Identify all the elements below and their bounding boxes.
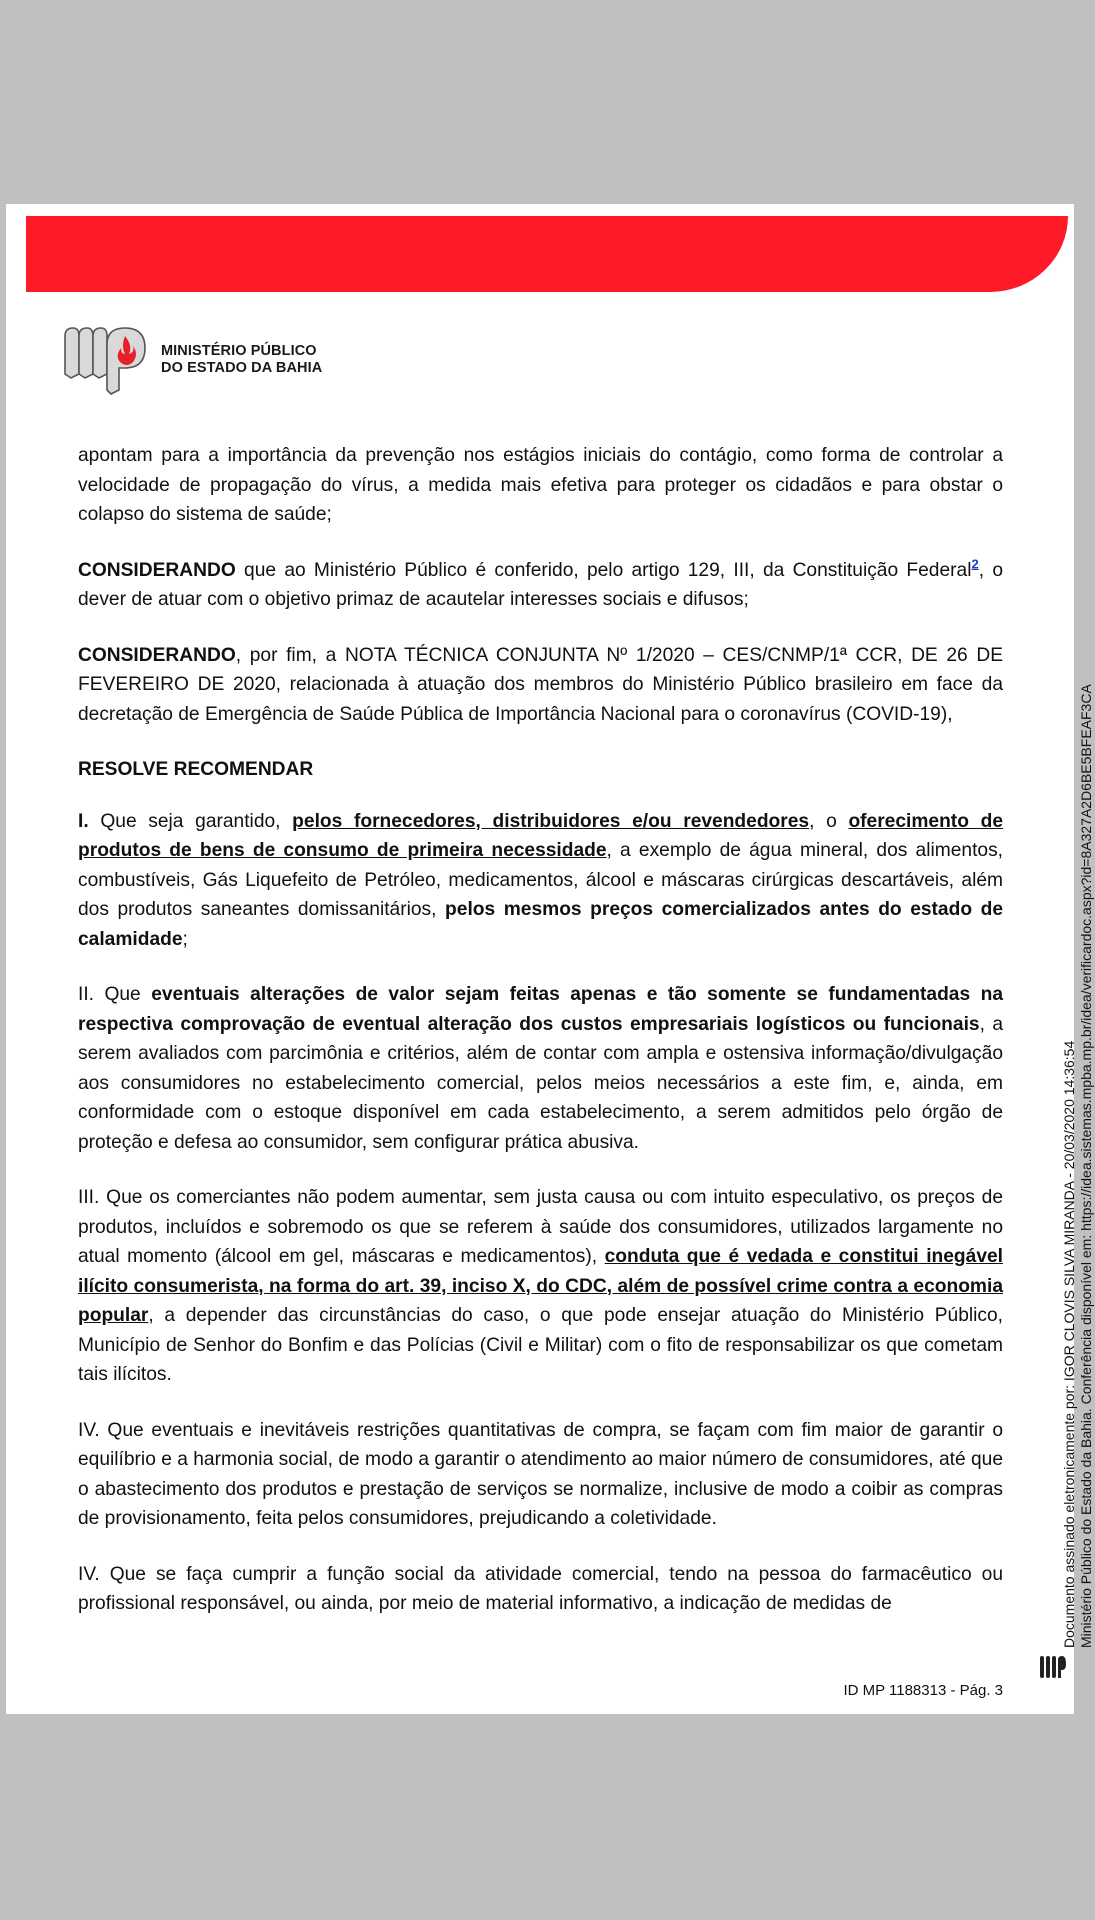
org-name [161,343,322,377]
item-iv-2: IV. Que se faça cumprir a função social da atividade comercial, tendo na pessoa do farmacêutico ou profissional responsável, ou ainda, por meio de material informativo, a indicação de medidas de [78,1563,1003,1614]
org-logo [61,324,322,396]
mp-logo-icon [61,324,149,396]
document-page [6,204,1074,1714]
item-iii: III. Que os comerciantes não podem aumentar, sem justa causa ou com intuito especulativo, os preços de produtos, incluídos e sobremodo os que se referem à saúde dos consumidores, utilizados largamente no atual momento (álcool em gel, máscaras e medicamentos), conduta que é vedada e constitui inegável ilícito consumerista, na forma do art. 39, inciso X, do CDC, além de possível crime contra a economia popular, a depender das circunstâncias do caso, o que pode ensejar atuação do Ministério Público, Município de Senhor do Bonfim e das Polícias (Civil e Militar) com o fito de responsabilizar os que cometam tais ilícitos. [78,1187,1003,1385]
signature-line: Documento assinado eletronicamente por: IGOR CLOVIS SILVA MIRANDA - 20/03/2020 14:36:54 [1061,1040,1077,1648]
resolve-heading: RESOLVE RECOMENDAR [78,759,314,780]
paragraph-considerando-2: CONSIDERANDO, por fim, a NOTA TÉCNICA CONJUNTA Nº 1/2020 – CES/CNMP/1ª CCR, DE 26 DE FEVEREIRO DE 2020, relacionada à atuação dos membros do Ministério Público brasileiro em face da decretação de Emergência de Saúde Pública de Importância Nacional para o coronavírus (COVID-19), [78,644,1003,725]
item-i: I. Que seja garantido, pelos fornecedores, distribuidores e/ou revendedores, o oferecimento de produtos de bens de consumo de primeira necessidade, a exemplo de água mineral, dos alimentos, combustíveis, Gás Liquefeito de Petróleo, medicamentos, álcool e máscaras cirúrgicas descartáveis, além dos produtos saneantes domissanitários, pelos mesmos preços comercializados antes do estado de calamidade; [78,810,1003,950]
mp-small-logo-icon [1038,1652,1068,1682]
item-ii: II. Que eventuais alterações de valor sejam feitas apenas e tão somente se fundamentadas na respectiva comprovação de eventual alteração dos custos empresariais logísticos ou funcionais, a serem avaliados com parcimônia e critérios, além de contar com ampla e ostensiva informação/divulgação aos consumidores no estabelecimento comercial, pelos meios necessários a este fim, e, ainda, em conformidade com o estoque disponível em cada estabelecimento, a serem admitidos pelo órgão de proteção e defesa ao consumidor, sem configurar prática abusiva. [78,984,1003,1153]
org-name-line1: MINISTÉRIO PÚBLICO [161,343,317,359]
verification-line: Ministério Público do Estado da Bahia. Conferência disponível em: https://idea.sistemas.mpba.mp.br/idea/verificardoc.aspx?id=8A327A2D6BE5BFEAF3CA [1078,684,1094,1648]
footnote-link[interactable]: 2 [971,556,979,572]
document-body [78,441,1003,1645]
org-name-line2: DO ESTADO DA BAHIA [161,360,323,376]
considerando-label: CONSIDERANDO [78,644,236,666]
paragraph-considerando-1: CONSIDERANDO que ao Ministério Público é conferido, pelo artigo 129, III, da Constituição Federal$^2$, o dever de atuar com o objetivo primaz de acautelar interesses sociais e difusos; [78,556,1003,610]
signature-sidebar [1061,648,1095,1648]
considerando-label: CONSIDERANDO [78,559,236,581]
header-banner [26,216,1068,292]
page-id-footer: ID MP 1188313 - Pág. 3 [843,1682,1003,1699]
paragraph-1: apontam para a importância da prevenção nos estágios iniciais do contágio, como forma de controlar a velocidade de propagação do vírus, a medida mais efetiva para proteger os cidadãos e para obstar o colapso do sistema de saúde; [78,445,1003,525]
item-iv-1: IV. Que eventuais e inevitáveis restrições quantitativas de compra, se façam com fim maior de garantir o equilíbrio e a harmonia social, de modo a garantir o atendimento ao maior número de consumidores, até que o abastecimento dos produtos e prestação de serviços se normalize, inclusive de modo a coibir as compras de provisionamento, feita pelos consumidores, prejudicando a coletividade. [78,1419,1003,1529]
